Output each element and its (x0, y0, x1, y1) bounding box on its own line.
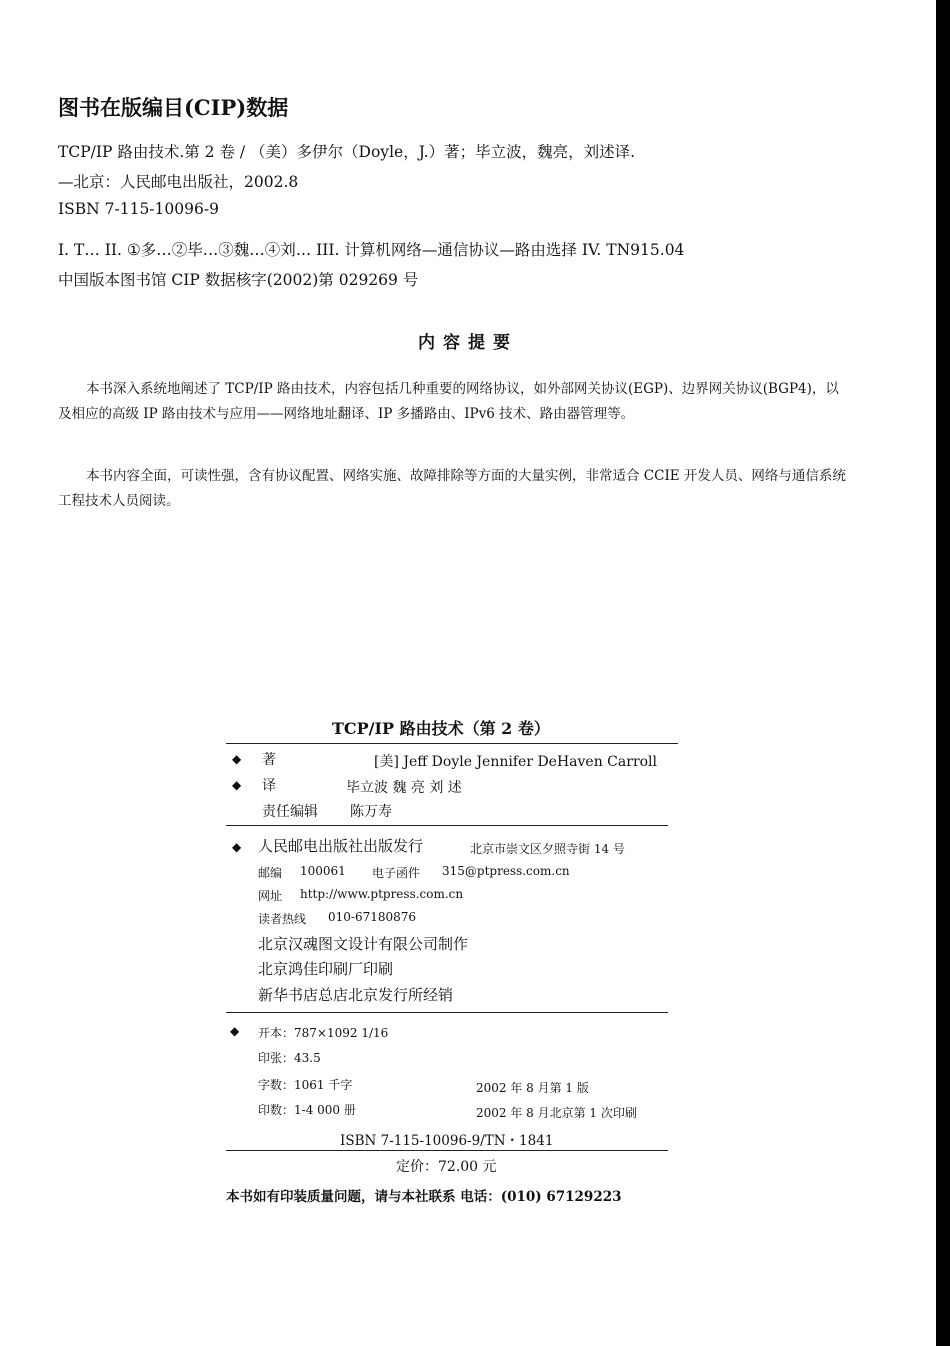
distributor: 新华书店总店北京发行所经销 (258, 986, 454, 1004)
publisher: 人民邮电出版社出版发行 (258, 837, 424, 855)
printing: 2002 年 8 月北京第 1 次印刷 (476, 1106, 637, 1120)
bullet-icon: ◆ (232, 778, 242, 792)
typesetter: 北京汉魂图文设计有限公司制作 (258, 935, 469, 953)
bullet-icon: ◆ (232, 752, 242, 766)
bullet-icon: ◆ (230, 1024, 240, 1038)
summary-paragraph-2: 本书内容全面，可读性强，含有协议配置、网络实施、故障排除等方面的大量实例，非常适合 CCIE 开发人员、网络与通信系统工程技术人员阅读。 (58, 468, 846, 509)
printer: 北京鸿佳印刷厂印刷 (258, 960, 394, 978)
publisher-address: 北京市崇文区夕照寺街 14 号 (470, 842, 625, 856)
colophon-rule-3 (226, 1012, 668, 1013)
postcode-value: 100061 (300, 864, 346, 878)
colophon-bottom-rule (226, 1150, 668, 1151)
website-label: 网址 (258, 889, 283, 903)
format: 开本：787×1092 1/16 (258, 1026, 389, 1040)
word-count: 字数：1061 千字 (258, 1078, 353, 1092)
colophon-top-rule (226, 743, 678, 744)
summary-title: 内容提要 (418, 333, 518, 353)
email-value: 315@ptpress.com.cn (442, 864, 570, 878)
author-value: [美] Jeff Doyle Jennifer DeHaven Carroll (374, 754, 658, 770)
print-sheets: 印张：43.5 (258, 1051, 321, 1065)
price: 定价：72.00 元 (396, 1159, 497, 1175)
quality-notice: 本书如有印装质量问题，请与本社联系 电话：(010) 67129223 (226, 1189, 622, 1205)
editor-label: 责任编辑 (262, 804, 318, 820)
cip-line-1: TCP/IP 路由技术.第 2 卷 / （美）多伊尔（Doyle，J.）著；毕立波，魏亮，刘述译. (58, 143, 636, 161)
cip-line-2: —北京：人民邮电出版社，2002.8 (58, 173, 299, 191)
summary-paragraph-1: 本书深入系统地阐述了 TCP/IP 路由技术，内容包括几种重要的网络协议，如外部网关协议(EGP)、边界网关协议(BGP4)，以及相应的高级 IP 路由技术与应用——网络地址翻译、IP 多播路由、IPv6 技术、路由器管理等。 (58, 381, 839, 422)
isbn-full: ISBN 7-115-10096-9/TN・1841 (340, 1133, 554, 1149)
email-label: 电子函件 (372, 866, 421, 880)
cip-title: 图书在版编目(CIP)数据 (58, 95, 289, 120)
cip-line-3: ISBN 7-115-10096-9 (58, 200, 219, 218)
scan-edge-bar (936, 0, 950, 1346)
print-run: 印数：1-4 000 册 (258, 1103, 356, 1117)
author-label: 著 (262, 752, 276, 768)
colophon-mid-rule (226, 825, 668, 826)
translator-label: 译 (262, 778, 276, 794)
colophon-title: TCP/IP 路由技术（第 2 卷） (332, 719, 550, 738)
translator-value: 毕立波 魏 亮 刘 述 (346, 780, 462, 796)
cip-line-4: I. T… II. ①多…②毕…③魏…④刘… III. 计算机网络—通信协议—路由选择 IV. TN915.04 (58, 241, 685, 259)
bullet-icon: ◆ (232, 840, 242, 854)
hotline-label: 读者热线 (258, 912, 307, 926)
cip-line-5: 中国版本图书馆 CIP 数据核字(2002)第 029269 号 (58, 271, 419, 289)
website-value: http://www.ptpress.com.cn (300, 887, 464, 901)
editor-value: 陈万寿 (350, 804, 392, 820)
hotline-value: 010-67180876 (328, 910, 417, 924)
edition: 2002 年 8 月第 1 版 (476, 1081, 589, 1095)
postcode-label: 邮编 (258, 866, 283, 880)
